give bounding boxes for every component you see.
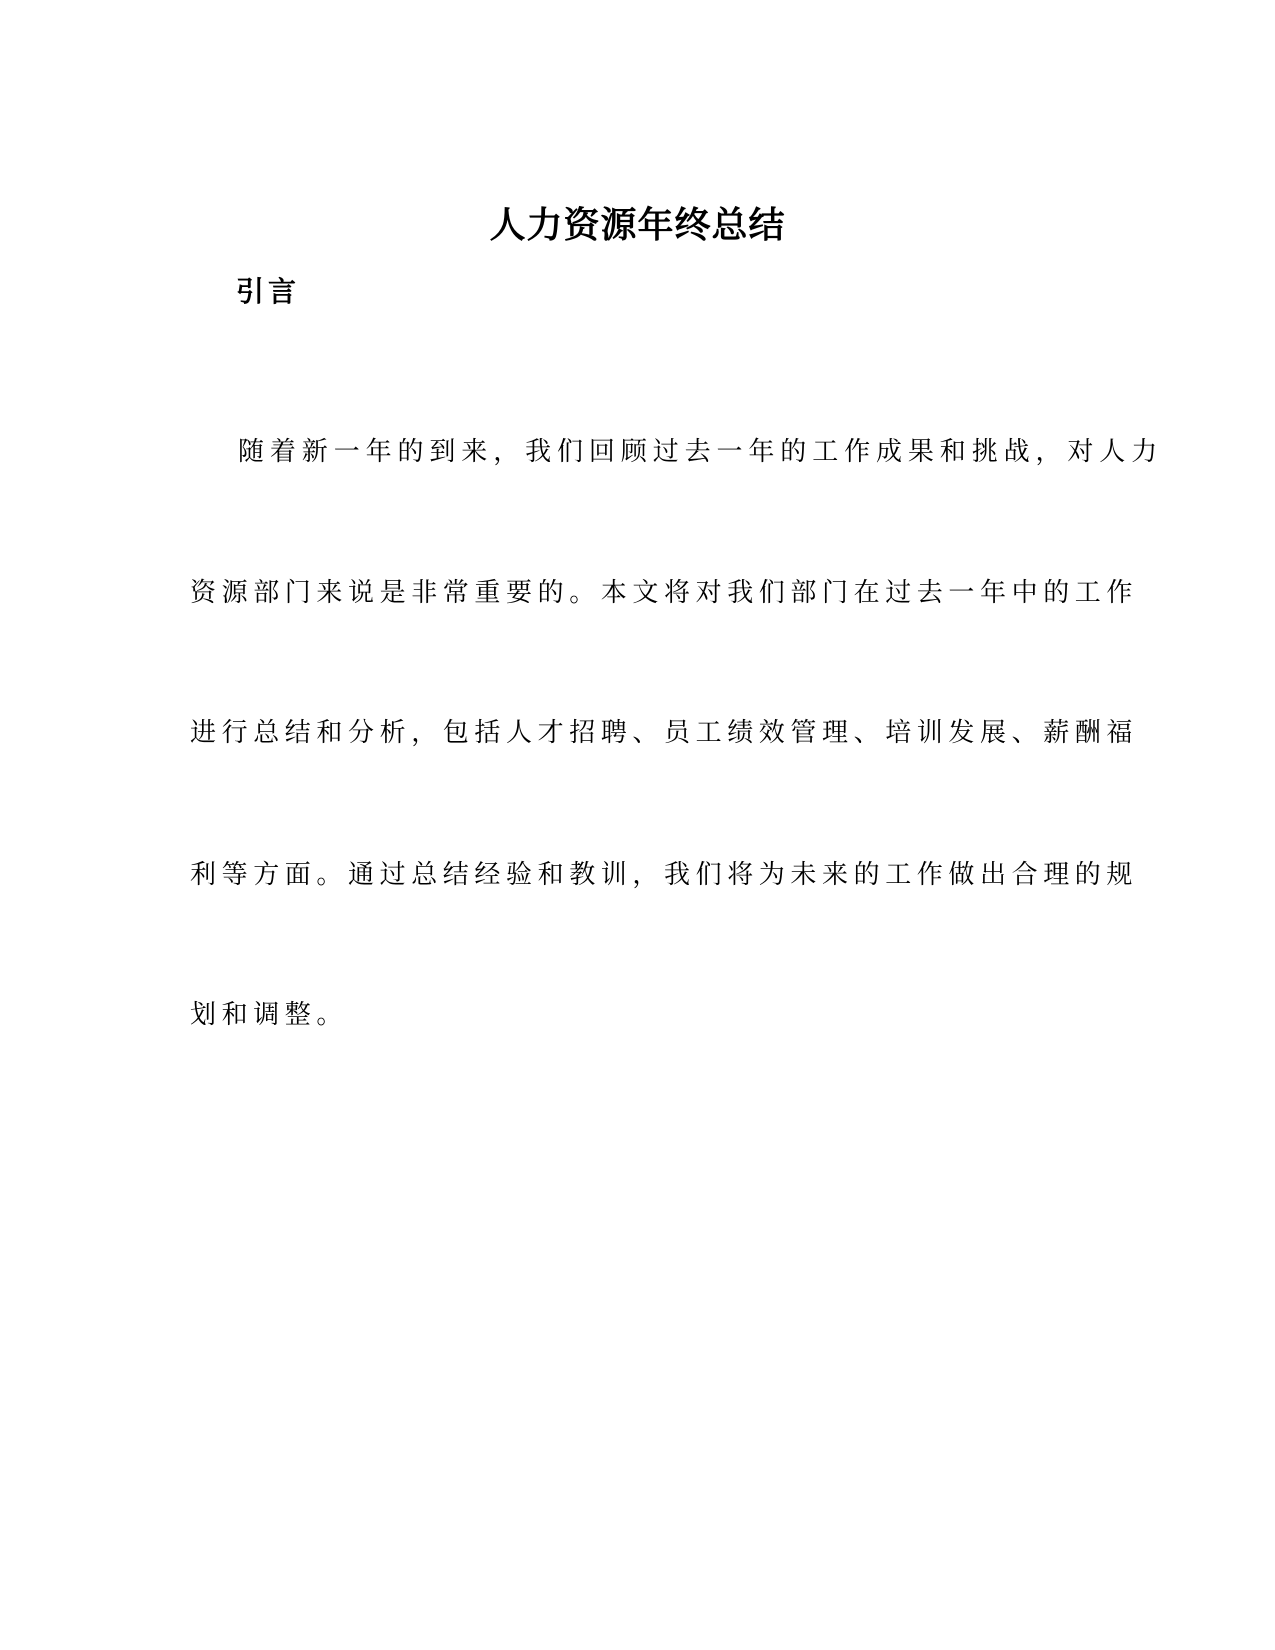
paragraph-line: 资源部门来说是非常重要的。本文将对我们部门在过去一年中的工作: [190, 578, 1139, 608]
section-heading-introduction: 引言: [236, 275, 301, 308]
paragraph-line: 进行总结和分析，包括人才招聘、员工绩效管理、培训发展、薪酬福: [190, 718, 1139, 748]
paragraph-line: 随着新一年的到来，我们回顾过去一年的工作成果和挑战，对人力: [238, 437, 1164, 467]
paragraph-line: 利等方面。通过总结经验和教训，我们将为未来的工作做出合理的规: [190, 860, 1139, 890]
paragraph-line: 划和调整。: [190, 1000, 349, 1030]
document-title: 人力资源年终总结: [489, 204, 786, 246]
